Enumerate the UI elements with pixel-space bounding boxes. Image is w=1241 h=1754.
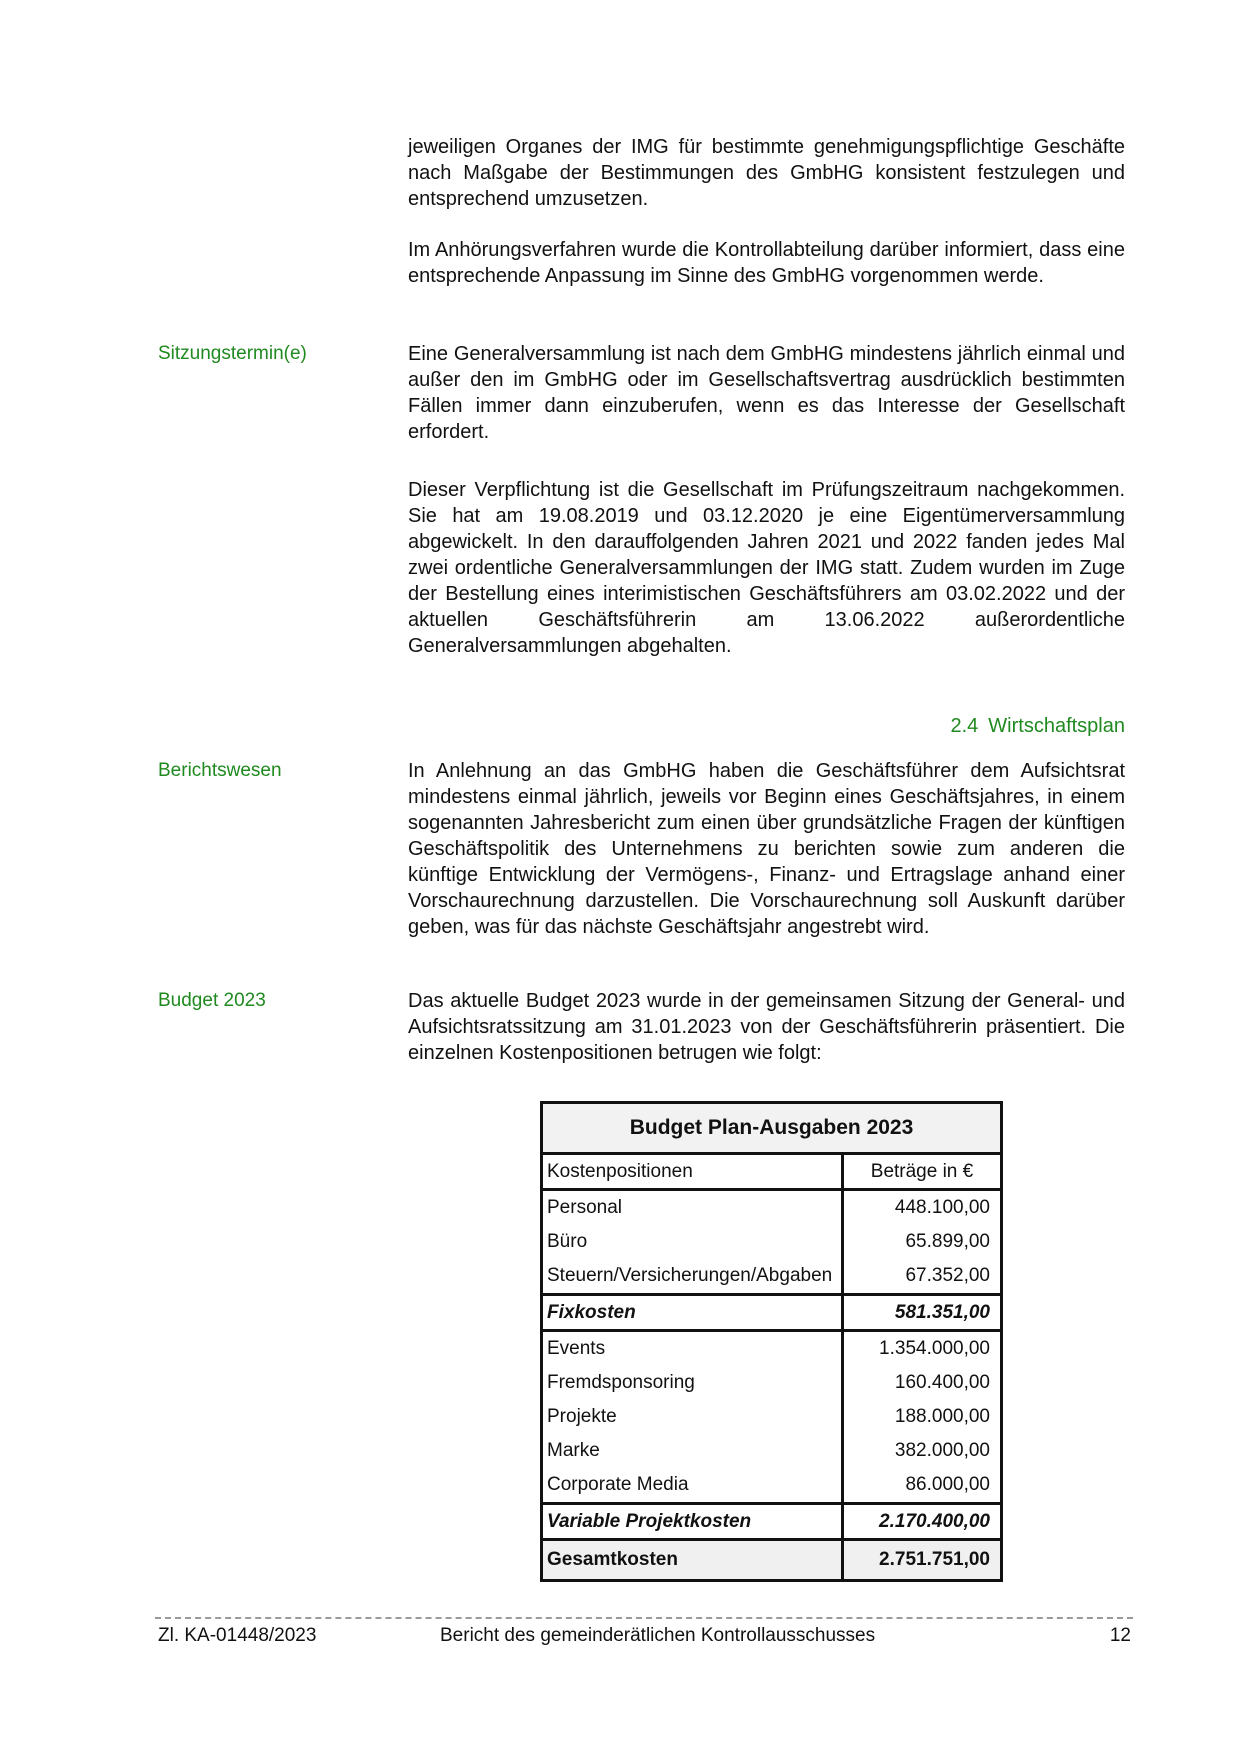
table-row bbox=[542, 1434, 1002, 1468]
row-value: 188.000,00 bbox=[843, 1400, 1002, 1434]
page-number: 12 bbox=[1109, 1625, 1131, 1646]
row-name: Fixkosten bbox=[542, 1295, 843, 1331]
row-name: Gesamtkosten bbox=[542, 1540, 843, 1581]
row-name: Events bbox=[542, 1331, 843, 1367]
table-row bbox=[542, 1400, 1002, 1434]
section-title: Wirtschaftsplan bbox=[988, 715, 1125, 737]
row-value: 65.899,00 bbox=[843, 1225, 1002, 1259]
table-row bbox=[542, 1190, 1002, 1226]
total-row-gesamtkosten bbox=[542, 1540, 1002, 1581]
section-number: 2.4 bbox=[950, 715, 979, 737]
table-title: Budget Plan-Ausgaben 2023 bbox=[542, 1103, 1002, 1154]
row-value: 581.351,00 bbox=[843, 1295, 1002, 1331]
row-name: Personal bbox=[542, 1190, 843, 1226]
row-name: Steuern/Versicherungen/Abgaben bbox=[542, 1259, 843, 1295]
column-header-name: Kostenpositionen bbox=[542, 1154, 843, 1190]
table-row bbox=[542, 1331, 1002, 1367]
table-header-row bbox=[542, 1154, 1002, 1190]
row-name: Büro bbox=[542, 1225, 843, 1259]
row-name: Corporate Media bbox=[542, 1468, 843, 1504]
column-header-value: Beträge in € bbox=[843, 1154, 1002, 1190]
table-row bbox=[542, 1468, 1002, 1504]
subtotal-row-variable bbox=[542, 1504, 1002, 1540]
budget-table bbox=[540, 1101, 1003, 1582]
table-row bbox=[542, 1225, 1002, 1259]
row-value: 2.170.400,00 bbox=[843, 1504, 1002, 1540]
row-value: 382.000,00 bbox=[843, 1434, 1002, 1468]
footer-divider bbox=[155, 1617, 1133, 1619]
row-name: Marke bbox=[542, 1434, 843, 1468]
row-name: Fremdsponsoring bbox=[542, 1366, 843, 1400]
row-value: 67.352,00 bbox=[843, 1259, 1002, 1295]
paragraph-berichtswesen: In Anlehnung an das GmbHG haben die Geschäftsführer dem Aufsichtsrat mindestens einmal jährlich, jeweils vor Beginn eines Geschäftsjahres, in einem sogenannten Jahresbericht zum einen über grundsätzliche Fragen der künftigen Geschäftspolitik des Unternehmens zu berichten sowie zum anderen die künftige Entwicklung der Vermögens-, Finanz- und Ertragslage anhand einer Vorschaurechnung darzustellen. Die Vorschaurechnung soll Auskunft darüber geben, was für das nächste Geschäftsjahr angestrebt wird. bbox=[408, 760, 1125, 938]
footer-title: Bericht des gemeinderätlichen Kontrollausschusses bbox=[440, 1625, 876, 1646]
table-row bbox=[542, 1366, 1002, 1400]
margin-label-sitzungstermine: Sitzungstermin(e) bbox=[158, 343, 307, 364]
paragraph-budget: Das aktuelle Budget 2023 wurde in der gemeinsamen Sitzung der General- und Aufsichtsratssitzung am 31.01.2023 von der Geschäftsführerin präsentiert. Die einzelnen Kostenpositionen betrugen wie folgt: bbox=[408, 990, 1125, 1064]
row-value: 2.751.751,00 bbox=[843, 1540, 1002, 1581]
subtotal-row-fixkosten bbox=[542, 1295, 1002, 1331]
table-title-row bbox=[542, 1103, 1002, 1154]
paragraph-organe: jeweiligen Organes der IMG für bestimmte genehmigungspflichtige Geschäfte nach Maßgabe der Bestimmungen des GmbHG konsistent festzulegen und entsprechend umzusetzen. bbox=[408, 136, 1125, 210]
row-value: 1.354.000,00 bbox=[843, 1331, 1002, 1367]
paragraph-verpflichtung: Dieser Verpflichtung ist die Gesellschaft im Prüfungszeitraum nachgekommen. Sie hat am 19.08.2019 und 03.12.2020 je eine Eigentümerversammlung abgewickelt. In den darauffolgenden Jahren 2021 und 2022 fanden jedes Mal zwei ordentliche Generalversammlungen der IMG statt. Zudem wurden im Zuge der Bestellung eines interimistischen Geschäftsführers am 03.02.2022 und der aktuellen Geschäftsführerin am 13.06.2022 außerordentliche Generalversammlungen abgehalten. bbox=[408, 479, 1125, 657]
row-value: 448.100,00 bbox=[843, 1190, 1002, 1226]
row-name: Variable Projektkosten bbox=[542, 1504, 843, 1540]
section-heading bbox=[950, 713, 1125, 739]
footer-reference: Zl. KA-01448/2023 bbox=[158, 1625, 317, 1646]
paragraph-generalversammlung: Eine Generalversammlung ist nach dem GmbHG mindestens jährlich einmal und außer den im GmbHG oder im Gesellschaftsvertrag ausdrücklich bestimmten Fällen immer dann einzuberufen, wenn es das Interesse der Gesellschaft erfordert. bbox=[408, 343, 1125, 443]
margin-label-budget: Budget 2023 bbox=[158, 990, 266, 1011]
margin-label-berichtswesen: Berichtswesen bbox=[158, 760, 282, 781]
row-name: Projekte bbox=[542, 1400, 843, 1434]
row-value: 160.400,00 bbox=[843, 1366, 1002, 1400]
paragraph-anhoerung: Im Anhörungsverfahren wurde die Kontrollabteilung darüber informiert, dass eine entsprechende Anpassung im Sinne des GmbHG vorgenommen werde. bbox=[408, 239, 1125, 287]
row-value: 86.000,00 bbox=[843, 1468, 1002, 1504]
table-row bbox=[542, 1259, 1002, 1295]
